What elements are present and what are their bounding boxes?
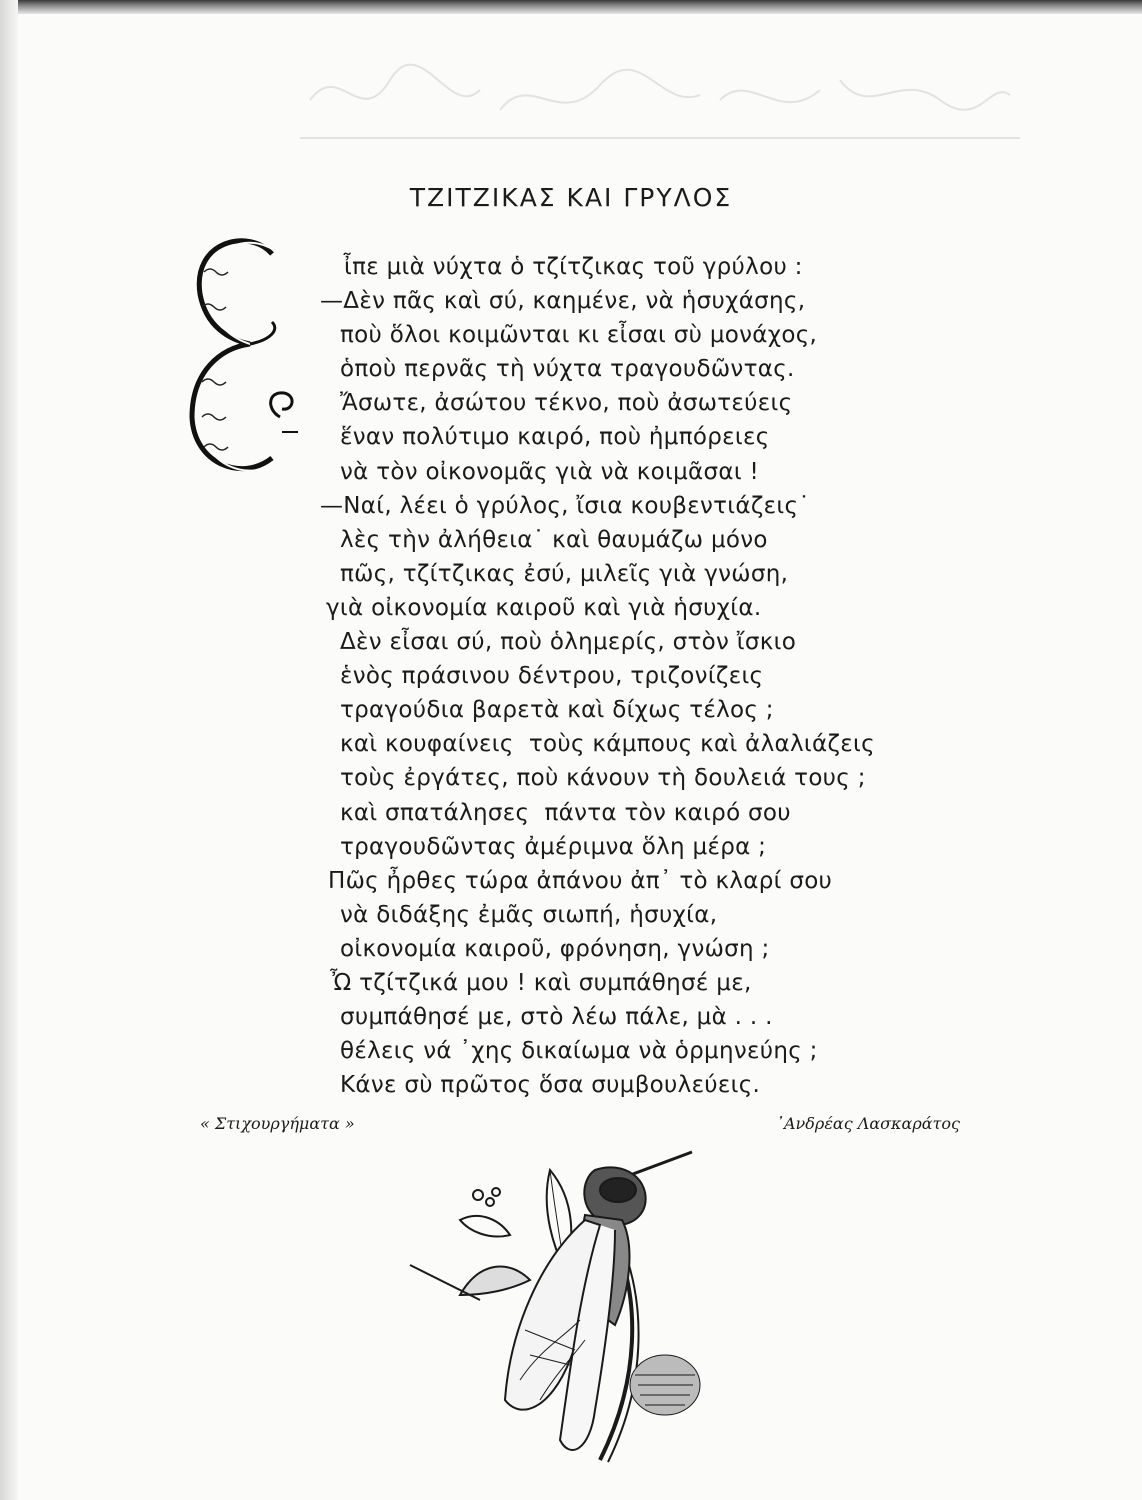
poem-verses [320,250,875,1102]
verse-line: ἑνὸς πράσινου δέντρου, τριζονίζεις [340,663,764,690]
verse-line: τραγούδια βαρετὰ καὶ δίχως τέλος ; [340,697,774,724]
verse-line: καὶ σπατάλησες πάντα τὸν καιρό σου [340,799,791,826]
verse-line: —Δὲν πᾶς καὶ σύ, καημένε, νὰ ἡσυχάσης, [320,288,806,315]
verse-line: οἰκονομία καιροῦ, φρόνηση, γνώση ; [340,935,770,962]
verse-line: καὶ κουφαίνεις τοὺς κάμπους καὶ ἀλαλιάζεις [340,731,875,758]
verse-line: Ἄσωτε, ἀσώτου τέκνο, ποὺ ἀσωτεύεις [340,390,793,417]
verse-line: πῶς, τζίτζικας ἐσύ, μιλεῖς γιὰ γνώση, [340,560,789,587]
scan-left-edge [0,0,18,1500]
source-citation: « Στιχουργήματα » [200,1114,355,1133]
verse-line: λὲς τὴν ἀλήθεια˙ καὶ θαυμάζω μόνο [340,526,768,553]
verse-line: ὁποὺ περνᾶς τὴ νύχτα τραγουδῶντας. [340,356,795,383]
verse-line: νὰ τὸν οἰκονομᾶς γιὰ νὰ κοιμᾶσαι ! [340,458,760,485]
decorative-drop-cap [180,232,300,482]
verse-line: νὰ διδάξης ἐμᾶς σιωπή, ἡσυχία, [340,901,718,928]
show-through-handwriting [300,40,1020,160]
verse-line: τραγουδῶντας ἀμέριμνα ὅλη μέρα ; [340,833,767,860]
verse-line: ποὺ ὅλοι κοιμῶνται κι εἶσαι σὺ μονάχος, [340,322,818,349]
cicada-illustration [400,1150,720,1470]
author-name: ᾽Ανδρέας Λασκαράτος [776,1114,960,1133]
verse-line: γιὰ οἰκονομία καιροῦ καὶ γιὰ ἡσυχία. [326,594,762,621]
verse-line: ἕναν πολύτιμο καιρό, ποὺ ἠμπόρειες [340,424,770,451]
scan-top-edge [0,0,1142,14]
verse-line: Πῶς ἦρθες τώρα ἀπάνου ἀπ᾽ τὸ κλαρί σου [328,867,833,894]
verse-line: Ὦ τζίτζικά μου ! καὶ συμπάθησέ με, [330,969,752,996]
poem-title: ΤΖΙΤΖΙΚΑΣ ΚΑΙ ΓΡΥΛΟΣ [409,183,733,212]
verse-line: συμπάθησέ με, στὸ λέω πάλε, μὰ . . . [340,1004,773,1031]
verse-line: Κάνε σὺ πρῶτος ὅσα συμβουλεύεις. [340,1072,761,1099]
verse-line: τοὺς ἐργάτες, ποὺ κάνουν τὴ δουλειά τους ; [340,765,866,792]
verse-line: —Ναί, λέει ὁ γρύλος, ἴσια κουβεντιάζεις˙ [320,492,811,519]
verse-line: θέλεις νά ᾽χης δικαίωμα νὰ ὁρμηνεύης ; [340,1038,818,1065]
verse-line: ἶπε μιὰ νύχτα ὁ τζίτζικας τοῦ γρύλου : [344,254,803,280]
verse-line: Δὲν εἶσαι σύ, ποὺ ὁλημερίς, στὸν ἴσκιο [340,629,797,656]
